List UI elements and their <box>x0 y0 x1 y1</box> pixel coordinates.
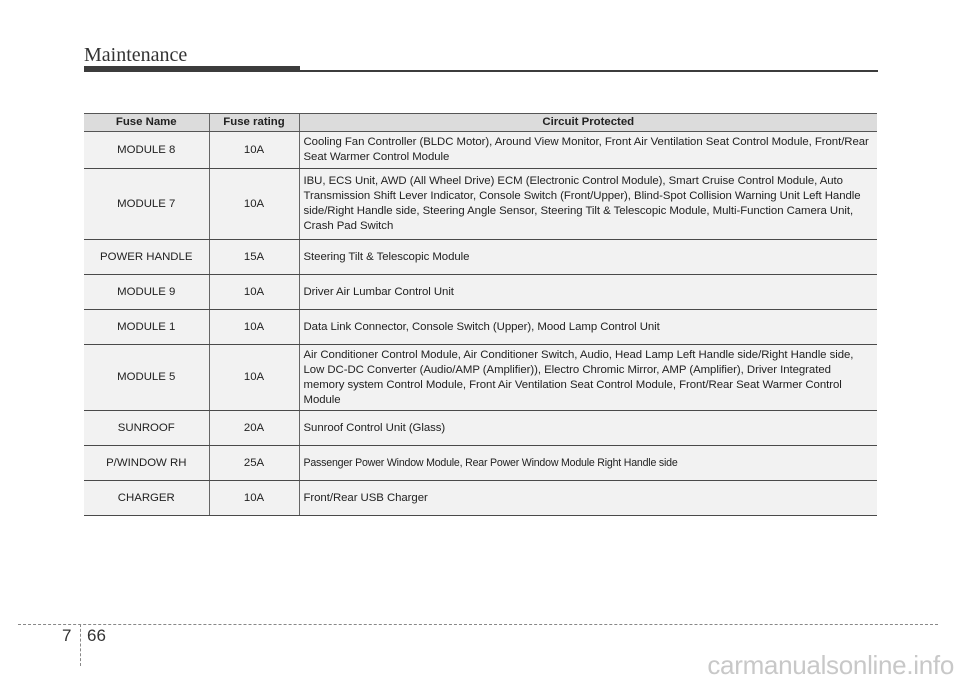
circuit-cell: Passenger Power Window Module, Rear Power Window Module Right Handle side <box>299 446 877 481</box>
circuit-cell: Front/Rear USB Charger <box>299 481 877 516</box>
fuse-name-cell: POWER HANDLE <box>84 240 209 275</box>
fuse-rating-cell: 10A <box>209 310 299 345</box>
fuse-name-cell: SUNROOF <box>84 411 209 446</box>
fuse-rating-cell: 25A <box>209 446 299 481</box>
fuse-name-cell: MODULE 1 <box>84 310 209 345</box>
table-row <box>84 132 877 169</box>
fuse-rating-cell: 10A <box>209 275 299 310</box>
table-row <box>84 345 877 411</box>
fuse-rating-cell: 10A <box>209 169 299 240</box>
page-number: 66 <box>87 626 106 645</box>
circuit-cell: Air Conditioner Control Module, Air Conditioner Switch, Audio, Head Lamp Left Handle side/Right Handle side, Low DC-DC Converter (Audio/AMP (Amplifier)), Electro Chromic Mirror, AMP (Amplifier), Driver Integrated memory system Control Module, Front Air Ventilation Seat Control Module, Front/Rear Seat Warmer Control Module <box>299 345 877 411</box>
fuse-rating-cell: 10A <box>209 481 299 516</box>
table-row <box>84 446 877 481</box>
fuse-name-cell: MODULE 8 <box>84 132 209 169</box>
col-header-fuse-name: Fuse Name <box>84 114 209 132</box>
table-row <box>84 275 877 310</box>
footer-rule <box>18 624 938 625</box>
circuit-cell: Sunroof Control Unit (Glass) <box>299 411 877 446</box>
title-rule-thin <box>300 70 878 72</box>
section-title: Maintenance <box>84 44 188 66</box>
fuse-name-cell: MODULE 5 <box>84 345 209 411</box>
watermark: carmanualsonline.info <box>707 650 954 680</box>
table-row <box>84 481 877 516</box>
table-row <box>84 411 877 446</box>
circuit-cell: IBU, ECS Unit, AWD (All Wheel Drive) ECM (Electronic Control Module), Smart Cruise Control Module, Auto Transmission Shift Lever Indicator, Console Switch (Front/Upper), Blind-Spot Collision Warning Unit Left Handle side/Right Handle side, Steering Angle Sensor, Steering Tilt & Telescopic Module, Multi-Function Camera Unit, Crash Pad Switch <box>299 169 877 240</box>
fuse-rating-cell: 20A <box>209 411 299 446</box>
title-rule-thick <box>84 66 300 72</box>
table-row <box>84 169 877 240</box>
fuse-name-cell: CHARGER <box>84 481 209 516</box>
fuse-rating-cell: 10A <box>209 132 299 169</box>
fuse-table <box>84 113 877 516</box>
col-header-fuse-rating: Fuse rating <box>209 114 299 132</box>
fuse-rating-cell: 10A <box>209 345 299 411</box>
footer-divider <box>80 624 81 666</box>
fuse-rating-cell: 15A <box>209 240 299 275</box>
table-row <box>84 240 877 275</box>
fuse-name-cell: MODULE 9 <box>84 275 209 310</box>
table-row <box>84 310 877 345</box>
fuse-name-cell: P/WINDOW RH <box>84 446 209 481</box>
table-header-row <box>84 114 877 132</box>
col-header-circuit-protected: Circuit Protected <box>299 114 877 132</box>
circuit-cell: Steering Tilt & Telescopic Module <box>299 240 877 275</box>
fuse-name-cell: MODULE 7 <box>84 169 209 240</box>
chapter-number: 7 <box>62 626 72 645</box>
circuit-cell: Driver Air Lumbar Control Unit <box>299 275 877 310</box>
circuit-cell: Data Link Connector, Console Switch (Upper), Mood Lamp Control Unit <box>299 310 877 345</box>
circuit-cell: Cooling Fan Controller (BLDC Motor), Around View Monitor, Front Air Ventilation Seat Control Module, Front/Rear Seat Warmer Control Module <box>299 132 877 169</box>
